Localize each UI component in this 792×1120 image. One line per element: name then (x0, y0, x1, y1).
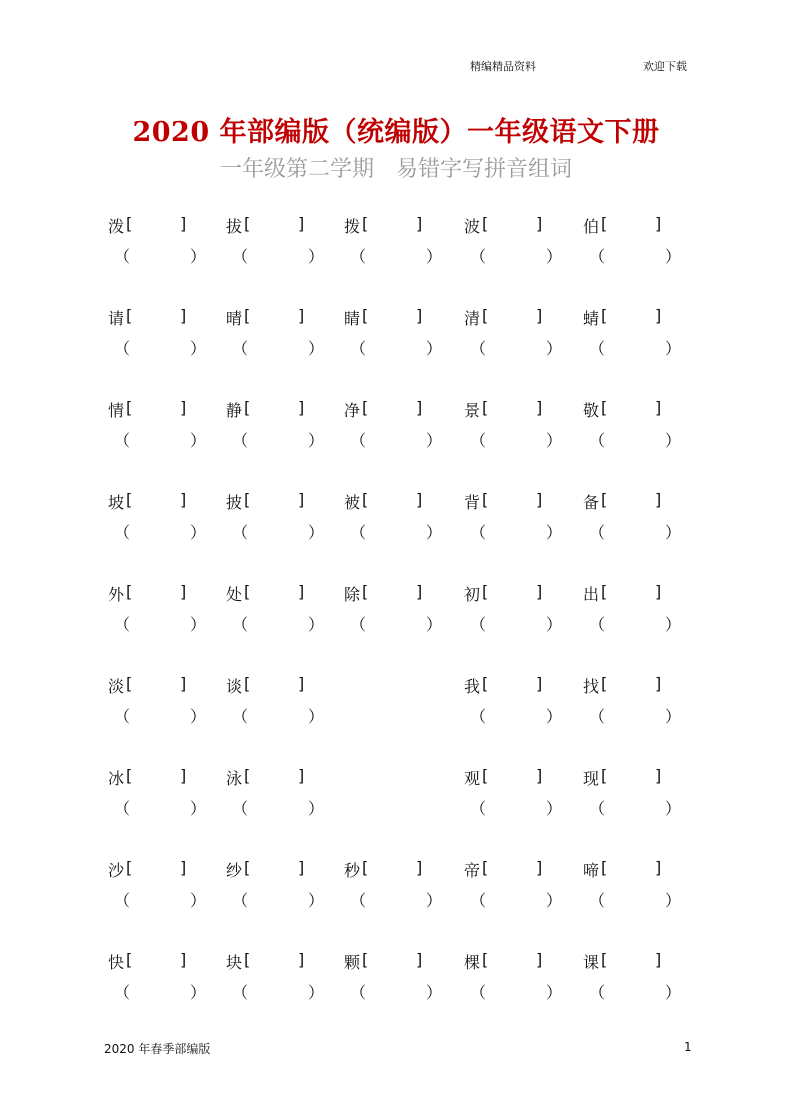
word-paren-open: （ (232, 707, 249, 726)
word-paren-close: ） (190, 523, 207, 542)
exercise-cell (344, 950, 454, 1000)
word-paren-open: （ (470, 615, 487, 634)
exercise-cell (108, 214, 218, 264)
word-paren-open: （ (232, 799, 249, 818)
exercise-cell (226, 214, 336, 264)
pinyin-bracket-close: ] (298, 766, 305, 785)
word-paren-close: ） (190, 891, 207, 910)
exercise-cell (108, 582, 218, 632)
pinyin-bracket-close: ] (180, 398, 187, 417)
exercise-cell (464, 950, 574, 1000)
pinyin-bracket-open: [ (126, 490, 133, 509)
pinyin-bracket-open: [ (126, 766, 133, 785)
pinyin-bracket-open: [ (244, 398, 251, 417)
word-paren-open: （ (470, 799, 487, 818)
pinyin-bracket-close: ] (536, 950, 543, 969)
exercise-cell (464, 582, 574, 632)
pinyin-bracket-close: ] (655, 306, 662, 325)
exercise-cell (108, 858, 218, 908)
pinyin-bracket-open: [ (362, 858, 369, 877)
exercise-cell (464, 398, 574, 448)
word-paren-close: ） (308, 983, 325, 1002)
character: 泳 (226, 769, 243, 788)
character: 纱 (226, 861, 243, 880)
pinyin-bracket-open: [ (126, 398, 133, 417)
pinyin-bracket-close: ] (298, 582, 305, 601)
character: 出 (583, 585, 600, 604)
character: 敬 (583, 401, 600, 420)
exercise-cell (583, 858, 693, 908)
character: 蜻 (583, 309, 600, 328)
character: 景 (464, 401, 481, 420)
pinyin-bracket-close: ] (536, 582, 543, 601)
exercise-cell (226, 766, 336, 816)
word-paren-open: （ (232, 339, 249, 358)
character: 晴 (226, 309, 243, 328)
exercise-cell (344, 582, 454, 632)
exercise-cell (464, 766, 574, 816)
pinyin-bracket-open: [ (362, 214, 369, 233)
pinyin-bracket-open: [ (244, 674, 251, 693)
word-paren-open: （ (350, 891, 367, 910)
character: 清 (464, 309, 481, 328)
word-paren-open: （ (114, 431, 131, 450)
character: 外 (108, 585, 125, 604)
pinyin-bracket-close: ] (536, 766, 543, 785)
word-paren-close: ） (546, 891, 563, 910)
character: 静 (226, 401, 243, 420)
pinyin-bracket-open: [ (601, 858, 608, 877)
pinyin-bracket-close: ] (536, 214, 543, 233)
pinyin-bracket-close: ] (298, 674, 305, 693)
character: 伯 (583, 217, 600, 236)
character: 睛 (344, 309, 361, 328)
character: 观 (464, 769, 481, 788)
pinyin-bracket-open: [ (244, 766, 251, 785)
word-paren-close: ） (426, 339, 443, 358)
character: 淡 (108, 677, 125, 696)
word-paren-close: ） (426, 247, 443, 266)
page-number: 1 (684, 1040, 692, 1054)
word-paren-close: ） (308, 523, 325, 542)
character: 被 (344, 493, 361, 512)
exercise-cell (108, 674, 218, 724)
pinyin-bracket-close: ] (655, 214, 662, 233)
pinyin-bracket-close: ] (655, 858, 662, 877)
word-paren-close: ） (665, 799, 682, 818)
word-paren-close: ） (308, 891, 325, 910)
word-paren-open: （ (350, 247, 367, 266)
pinyin-bracket-open: [ (601, 766, 608, 785)
character: 找 (583, 677, 600, 696)
pinyin-bracket-close: ] (180, 214, 187, 233)
word-paren-open: （ (114, 247, 131, 266)
exercise-cell (226, 306, 336, 356)
word-paren-close: ） (308, 615, 325, 634)
pinyin-bracket-open: [ (126, 858, 133, 877)
exercise-cell (226, 950, 336, 1000)
word-paren-close: ） (665, 707, 682, 726)
word-paren-open: （ (350, 431, 367, 450)
pinyin-bracket-close: ] (298, 858, 305, 877)
character: 净 (344, 401, 361, 420)
word-paren-open: （ (114, 523, 131, 542)
character: 棵 (464, 953, 481, 972)
header-right-text: 欢迎下载 (643, 60, 687, 73)
pinyin-bracket-open: [ (482, 858, 489, 877)
word-paren-close: ） (190, 799, 207, 818)
pinyin-bracket-open: [ (482, 214, 489, 233)
pinyin-bracket-close: ] (536, 306, 543, 325)
pinyin-bracket-close: ] (298, 490, 305, 509)
pinyin-bracket-open: [ (362, 490, 369, 509)
word-paren-close: ） (426, 615, 443, 634)
pinyin-bracket-open: [ (126, 306, 133, 325)
character: 快 (108, 953, 125, 972)
word-paren-close: ） (426, 523, 443, 542)
word-paren-open: （ (589, 523, 606, 542)
exercise-cell (344, 858, 454, 908)
pinyin-bracket-open: [ (362, 306, 369, 325)
word-paren-close: ） (546, 799, 563, 818)
word-paren-close: ） (426, 983, 443, 1002)
word-paren-open: （ (589, 707, 606, 726)
character: 拔 (226, 217, 243, 236)
exercise-cell (464, 858, 574, 908)
header-left-text: 精编精品资料 (470, 60, 536, 73)
pinyin-bracket-open: [ (482, 490, 489, 509)
pinyin-bracket-close: ] (180, 766, 187, 785)
word-paren-close: ） (190, 247, 207, 266)
word-paren-close: ） (190, 615, 207, 634)
word-paren-close: ） (665, 891, 682, 910)
pinyin-bracket-close: ] (298, 306, 305, 325)
word-paren-open: （ (350, 983, 367, 1002)
pinyin-bracket-close: ] (180, 858, 187, 877)
character: 初 (464, 585, 481, 604)
word-paren-close: ） (308, 247, 325, 266)
character: 请 (108, 309, 125, 328)
exercise-cell (464, 214, 574, 264)
word-paren-close: ） (426, 431, 443, 450)
pinyin-bracket-close: ] (655, 766, 662, 785)
word-paren-close: ） (190, 707, 207, 726)
word-paren-open: （ (114, 799, 131, 818)
exercise-cell (108, 490, 218, 540)
word-paren-close: ） (546, 339, 563, 358)
character: 冰 (108, 769, 125, 788)
word-paren-open: （ (470, 431, 487, 450)
word-paren-close: ） (546, 983, 563, 1002)
pinyin-bracket-open: [ (601, 950, 608, 969)
pinyin-bracket-close: ] (536, 674, 543, 693)
word-paren-open: （ (232, 523, 249, 542)
character: 课 (583, 953, 600, 972)
pinyin-bracket-close: ] (655, 582, 662, 601)
word-paren-open: （ (232, 431, 249, 450)
pinyin-bracket-open: [ (362, 582, 369, 601)
pinyin-bracket-open: [ (482, 674, 489, 693)
pinyin-bracket-open: [ (126, 582, 133, 601)
pinyin-bracket-close: ] (416, 858, 423, 877)
exercise-cell (226, 490, 336, 540)
word-paren-close: ） (190, 983, 207, 1002)
exercise-cell (583, 950, 693, 1000)
pinyin-bracket-open: [ (601, 674, 608, 693)
word-paren-close: ） (665, 247, 682, 266)
exercise-cell (464, 490, 574, 540)
character: 我 (464, 677, 481, 696)
pinyin-bracket-close: ] (655, 950, 662, 969)
character: 披 (226, 493, 243, 512)
character: 颗 (344, 953, 361, 972)
exercise-cell (344, 398, 454, 448)
character: 情 (108, 401, 125, 420)
word-paren-open: （ (232, 615, 249, 634)
character: 现 (583, 769, 600, 788)
character: 备 (583, 493, 600, 512)
word-paren-open: （ (470, 339, 487, 358)
pinyin-bracket-open: [ (244, 490, 251, 509)
exercise-cell (583, 582, 693, 632)
word-paren-open: （ (232, 247, 249, 266)
word-paren-open: （ (470, 523, 487, 542)
character: 谈 (226, 677, 243, 696)
pinyin-bracket-close: ] (655, 398, 662, 417)
pinyin-bracket-open: [ (482, 398, 489, 417)
exercise-cell (226, 858, 336, 908)
word-paren-open: （ (114, 615, 131, 634)
word-paren-close: ） (546, 707, 563, 726)
word-paren-open: （ (589, 799, 606, 818)
character: 泼 (108, 217, 125, 236)
word-paren-close: ） (665, 615, 682, 634)
exercise-cell (108, 766, 218, 816)
page-title: 2020 年部编版（统编版）一年级语文下册 (132, 117, 660, 148)
word-paren-open: （ (350, 615, 367, 634)
pinyin-bracket-open: [ (244, 858, 251, 877)
pinyin-bracket-close: ] (416, 950, 423, 969)
word-paren-close: ） (308, 799, 325, 818)
pinyin-bracket-close: ] (416, 214, 423, 233)
exercise-cell (344, 306, 454, 356)
pinyin-bracket-close: ] (655, 674, 662, 693)
character: 沙 (108, 861, 125, 880)
character: 帝 (464, 861, 481, 880)
character: 拨 (344, 217, 361, 236)
pinyin-bracket-open: [ (601, 398, 608, 417)
word-paren-open: （ (114, 339, 131, 358)
pinyin-bracket-close: ] (298, 214, 305, 233)
word-paren-open: （ (470, 707, 487, 726)
word-paren-close: ） (665, 431, 682, 450)
pinyin-bracket-close: ] (298, 398, 305, 417)
word-paren-open: （ (589, 339, 606, 358)
pinyin-bracket-close: ] (180, 490, 187, 509)
exercise-cell (226, 674, 336, 724)
word-paren-close: ） (426, 891, 443, 910)
exercise-cell (583, 490, 693, 540)
character: 秒 (344, 861, 361, 880)
word-paren-open: （ (470, 247, 487, 266)
word-paren-close: ） (308, 339, 325, 358)
subtitle-grade: 一年级第二学期 (219, 157, 374, 182)
pinyin-bracket-close: ] (180, 582, 187, 601)
word-paren-close: ） (665, 523, 682, 542)
character: 波 (464, 217, 481, 236)
word-paren-open: （ (114, 983, 131, 1002)
word-paren-open: （ (232, 891, 249, 910)
character: 除 (344, 585, 361, 604)
subtitle-topic: 易错字写拼音组词 (396, 157, 573, 182)
word-paren-open: （ (114, 707, 131, 726)
word-paren-open: （ (589, 891, 606, 910)
pinyin-bracket-open: [ (601, 582, 608, 601)
exercise-cell (226, 582, 336, 632)
word-paren-close: ） (190, 431, 207, 450)
pinyin-bracket-open: [ (601, 490, 608, 509)
pinyin-bracket-open: [ (244, 214, 251, 233)
pinyin-bracket-open: [ (482, 582, 489, 601)
pinyin-bracket-open: [ (482, 766, 489, 785)
pinyin-bracket-close: ] (536, 398, 543, 417)
word-paren-open: （ (114, 891, 131, 910)
word-paren-open: （ (350, 339, 367, 358)
pinyin-bracket-close: ] (536, 490, 543, 509)
word-paren-close: ） (308, 431, 325, 450)
exercise-cell (464, 306, 574, 356)
pinyin-bracket-open: [ (601, 306, 608, 325)
pinyin-bracket-close: ] (180, 674, 187, 693)
pinyin-bracket-open: [ (244, 582, 251, 601)
pinyin-bracket-close: ] (416, 398, 423, 417)
footer-edition: 2020 年春季部编版 (104, 1042, 211, 1056)
character: 啼 (583, 861, 600, 880)
pinyin-bracket-open: [ (482, 950, 489, 969)
pinyin-bracket-open: [ (244, 306, 251, 325)
word-paren-open: （ (589, 615, 606, 634)
character: 坡 (108, 493, 125, 512)
exercise-cell (583, 214, 693, 264)
pinyin-bracket-close: ] (180, 950, 187, 969)
pinyin-bracket-open: [ (244, 950, 251, 969)
word-paren-close: ） (546, 431, 563, 450)
word-paren-close: ） (546, 523, 563, 542)
pinyin-bracket-open: [ (482, 306, 489, 325)
exercise-cell (344, 490, 454, 540)
word-paren-close: ） (308, 707, 325, 726)
pinyin-bracket-open: [ (362, 950, 369, 969)
pinyin-bracket-open: [ (601, 214, 608, 233)
word-paren-close: ） (546, 615, 563, 634)
word-paren-open: （ (589, 983, 606, 1002)
word-paren-open: （ (470, 891, 487, 910)
character: 背 (464, 493, 481, 512)
pinyin-bracket-close: ] (655, 490, 662, 509)
word-paren-open: （ (350, 523, 367, 542)
pinyin-bracket-open: [ (126, 674, 133, 693)
word-paren-close: ） (665, 339, 682, 358)
character: 块 (226, 953, 243, 972)
word-paren-open: （ (470, 983, 487, 1002)
exercise-cell (583, 306, 693, 356)
pinyin-bracket-open: [ (126, 214, 133, 233)
pinyin-bracket-close: ] (536, 858, 543, 877)
exercise-cell (344, 214, 454, 264)
exercise-cell (226, 398, 336, 448)
exercise-cell (583, 398, 693, 448)
pinyin-bracket-open: [ (362, 398, 369, 417)
exercise-cell (583, 766, 693, 816)
exercise-cell (583, 674, 693, 724)
exercise-cell (108, 950, 218, 1000)
pinyin-bracket-close: ] (416, 306, 423, 325)
word-paren-open: （ (589, 247, 606, 266)
pinyin-bracket-close: ] (180, 306, 187, 325)
word-paren-open: （ (232, 983, 249, 1002)
pinyin-bracket-open: [ (126, 950, 133, 969)
pinyin-bracket-close: ] (298, 950, 305, 969)
character: 处 (226, 585, 243, 604)
word-paren-close: ） (546, 247, 563, 266)
pinyin-bracket-close: ] (416, 490, 423, 509)
exercise-cell (464, 674, 574, 724)
word-paren-open: （ (589, 431, 606, 450)
word-paren-close: ） (665, 983, 682, 1002)
exercise-cell (108, 306, 218, 356)
word-paren-close: ） (190, 339, 207, 358)
pinyin-bracket-close: ] (416, 582, 423, 601)
exercise-cell (108, 398, 218, 448)
